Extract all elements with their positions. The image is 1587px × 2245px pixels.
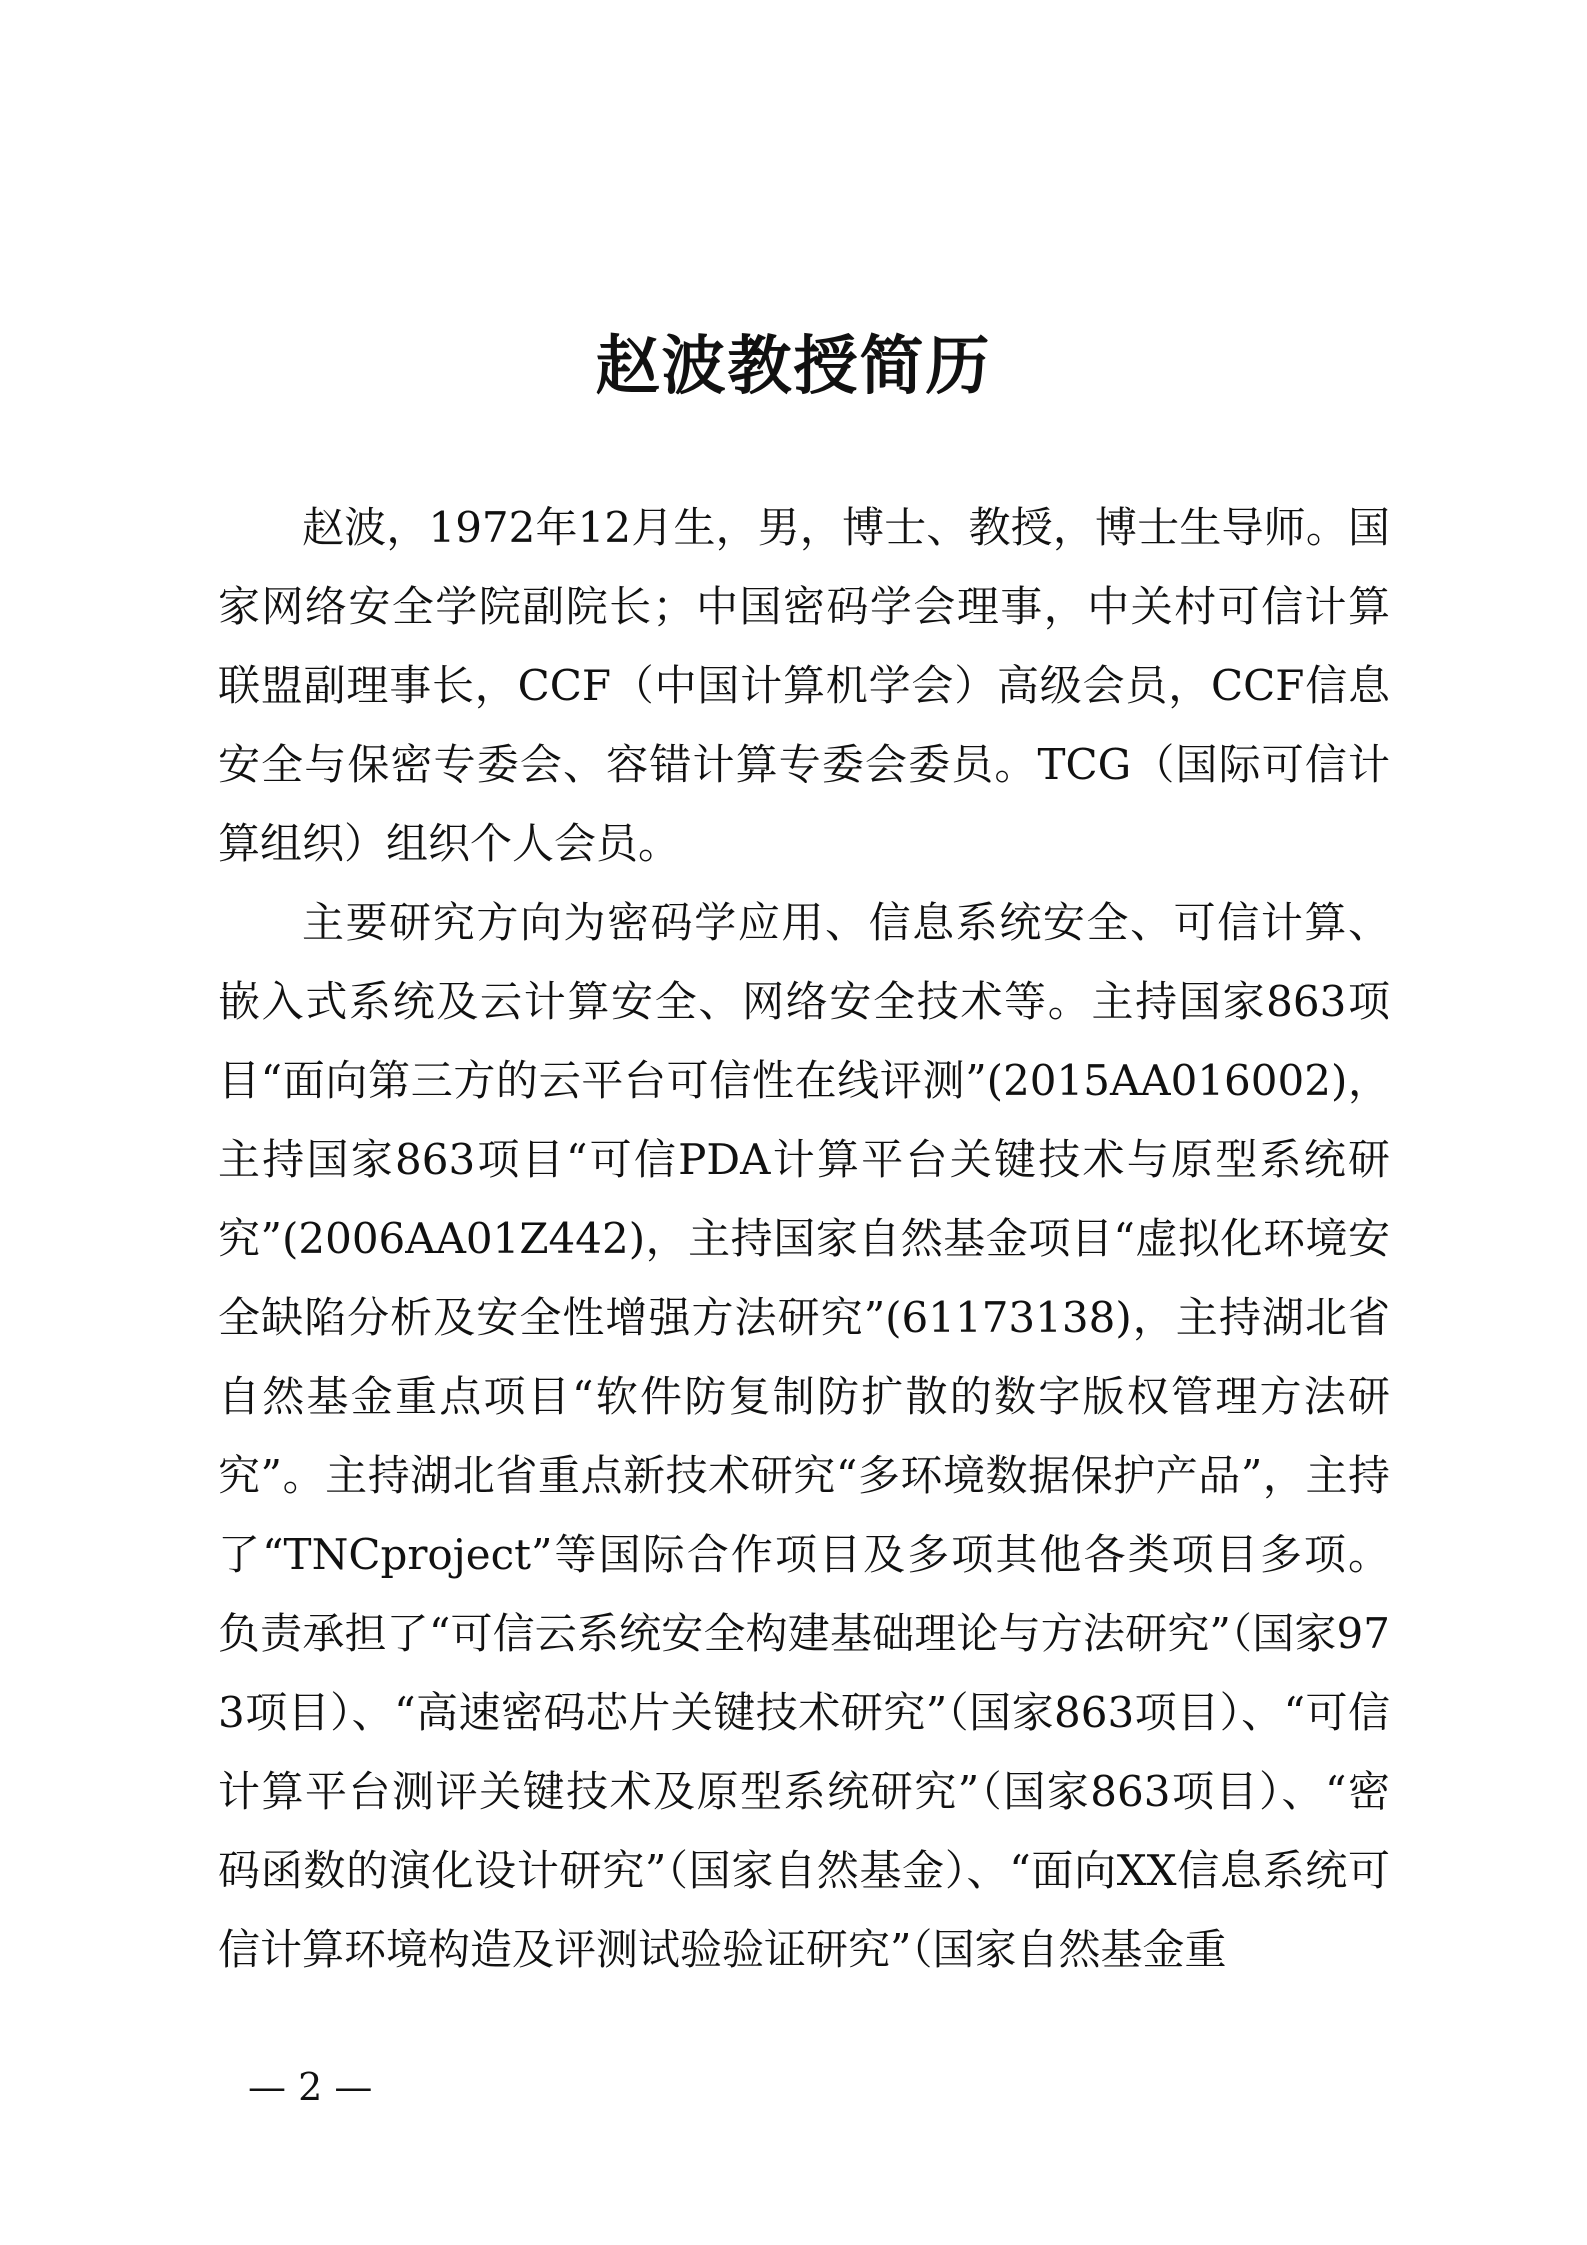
paragraph-biography: 赵波，1972年12月生，男，博士、教授，博士生导师。国家网络安全学院副院长；中国密码学会理事，中关村可信计算联盟副理事长，CCF（中国计算机学会）高级会员，CCF信息安全与保密专委会、容错计算专委会委员。TCG（国际可信计算组织）组织个人会员。: [218, 503, 1390, 868]
page-title: 赵波教授简历: [595, 329, 992, 404]
paragraph-research: 主要研究方向为密码学应用、信息系统安全、可信计算、嵌入式系统及云计算安全、网络安全技术等。主持国家863项目“面向第三方的云平台可信性在线评测”(2015AA016002)，主持国家863项目“可信PDA计算平台关键技术与原型系统研究”(2006AA01Z442)，主持国家自然基金项目“虚拟化环境安全缺陷分析及安全性增强方法研究”(61173138)，主持湖北省自然基金重点项目“软件防复制防扩散的数字版权管理方法研究”。主持湖北省重点新技术研究“多环境数据保护产品”，主持了“TNCproject”等国际合作项目及多项其他各类项目多项。负责承担了“可信云系统安全构建基础理论与方法研究”（国家973项目）、“高速密码芯片关键技术研究”（国家863项目）、“可信计算平台测评关键技术及原型系统研究”（国家863项目）、“密码函数的演化设计研究”（国家自然基金）、“面向XX信息系统可信计算环境构造及评测试验验证研究”（国家自然基金重: [218, 898, 1390, 1974]
page-number: — 2 —: [248, 2065, 373, 2109]
document-body: [218, 488, 1390, 1989]
